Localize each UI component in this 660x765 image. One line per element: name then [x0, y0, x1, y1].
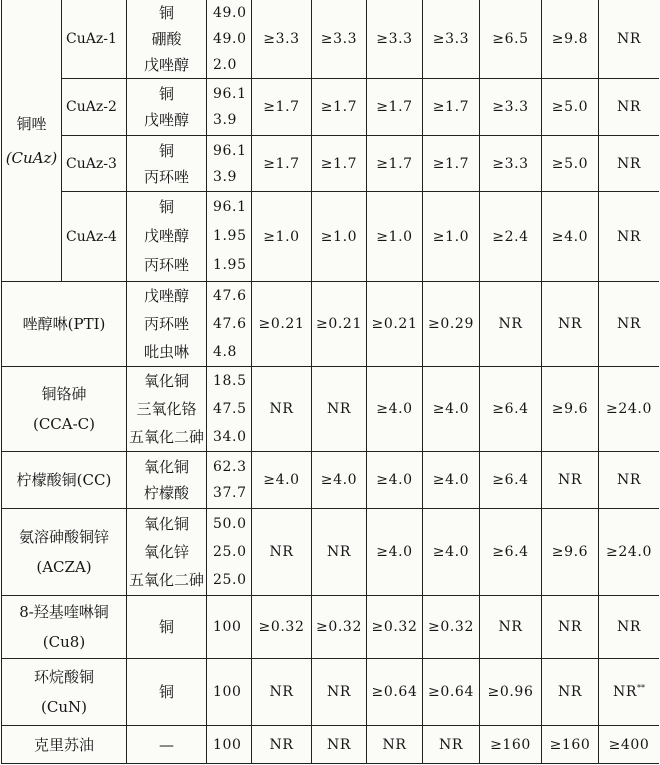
- retention-value: ≥3.3: [480, 79, 542, 136]
- retention-value: ≥1.7: [312, 79, 367, 136]
- retention-value: ≥0.21: [367, 282, 423, 367]
- retention-value: ≥1.0: [367, 192, 423, 282]
- component-cell: [127, 452, 207, 509]
- percent-value: 96.1: [213, 199, 247, 215]
- component-cell: [127, 282, 207, 367]
- preservative-abbr: (CCA-C): [32, 415, 96, 433]
- footnote-mark: **: [637, 683, 645, 693]
- component-name: 戊唑醇: [143, 56, 189, 74]
- component-name: 铜: [158, 141, 174, 160]
- preservative-name: 铜铬砷: [41, 385, 87, 403]
- retention-value: ≥1.0: [423, 192, 480, 282]
- preservative-abbr: (Cu8): [42, 633, 86, 651]
- retention-value: ≥6.5: [480, 0, 542, 79]
- table-row: [2, 282, 660, 367]
- component-name: 戊唑醇: [143, 287, 189, 305]
- table-row: [2, 596, 660, 659]
- component-cell: [127, 192, 207, 282]
- retention-value: ≥0.32: [252, 596, 312, 659]
- retention-value: ≥0.29: [423, 282, 480, 367]
- component-name: 丙环唑: [143, 315, 189, 333]
- preservative-name: 柠檬酸铜(CC): [16, 471, 112, 489]
- retention-value: ≥0.32: [312, 596, 367, 659]
- table-row: [2, 367, 660, 452]
- preservative-name: 克里苏油: [33, 735, 94, 754]
- component-name: 氧化铜: [143, 458, 189, 476]
- retention-value: NR: [542, 282, 599, 367]
- percent-value: 49.0: [213, 31, 247, 47]
- group-abbr: (CuAz): [5, 148, 58, 167]
- retention-value: ≥3.3: [312, 0, 367, 79]
- component-cell: [127, 136, 207, 192]
- retention-value: ≥9.8: [542, 0, 599, 79]
- percent-value: 49.0: [213, 5, 247, 21]
- retention-value: ≥0.21: [252, 282, 312, 367]
- component-name: 铜: [158, 683, 174, 701]
- retention-value: ≥9.6: [542, 509, 599, 596]
- percent-cell: [207, 282, 252, 367]
- percent-value: 1.95: [213, 257, 247, 273]
- retention-value: ≥24.0: [599, 509, 660, 596]
- percent-cell: [207, 0, 252, 79]
- retention-value: NR: [599, 192, 660, 282]
- percent-value: 4.8: [213, 344, 238, 360]
- retention-value: ≥6.4: [480, 509, 542, 596]
- group-cell-cuaz: [2, 0, 62, 282]
- component-name: 丙环唑: [143, 167, 189, 186]
- retention-value: ≥1.7: [423, 136, 480, 192]
- component-cell: [127, 509, 207, 596]
- retention-value: ≥0.64: [423, 659, 480, 726]
- component-name: 硼酸: [151, 30, 182, 48]
- retention-value: ≥3.3: [252, 0, 312, 79]
- component-cell: [127, 726, 207, 764]
- component-name: 三氧化铬: [136, 400, 197, 418]
- component-name: 丙环唑: [143, 256, 189, 274]
- preservative-name-cell: [2, 509, 127, 596]
- retention-value: ≥2.4: [480, 192, 542, 282]
- retention-value: NR: [312, 726, 367, 764]
- retention-value: ≥1.7: [252, 136, 312, 192]
- group-name: 铜唑: [16, 114, 47, 133]
- sub-name-cell: CuAz-2: [62, 79, 127, 136]
- percent-cell: [207, 79, 252, 136]
- retention-value: NR: [423, 726, 480, 764]
- retention-value: ≥3.3: [480, 136, 542, 192]
- retention-value-with-note: [599, 659, 660, 726]
- percent-value: 34.0: [213, 429, 247, 445]
- component-name: 铜: [158, 198, 174, 216]
- retention-value: ≥5.0: [542, 136, 599, 192]
- retention-value: NR: [599, 596, 660, 659]
- percent-value: 25.0: [213, 544, 247, 560]
- percent-cell: [207, 596, 252, 659]
- percent-value: 3.9: [213, 112, 238, 128]
- component-name: 氧化铜: [143, 372, 189, 390]
- preservative-name: 唑醇啉(PTI): [22, 315, 106, 333]
- retention-value: ≥4.0: [367, 452, 423, 509]
- retention-value: ≥160: [542, 726, 599, 764]
- retention-value: ≥0.96: [480, 659, 542, 726]
- retention-value: NR: [480, 596, 542, 659]
- retention-value: ≥9.6: [542, 367, 599, 452]
- retention-value: NR: [480, 282, 542, 367]
- percent-value: 3.9: [213, 168, 238, 185]
- table-row: [2, 192, 660, 282]
- retention-value: NR: [599, 79, 660, 136]
- percent-value: 37.7: [213, 485, 247, 501]
- component-name: 铜: [158, 4, 174, 22]
- table-row: [2, 659, 660, 726]
- retention-value: ≥0.64: [367, 659, 423, 726]
- preservative-name: 环烷酸铜: [33, 668, 94, 686]
- percent-value: 100: [213, 684, 242, 700]
- percent-value: 100: [213, 619, 242, 635]
- preservative-name-cell: [2, 452, 127, 509]
- table-row: [2, 79, 660, 136]
- percent-value: 100: [213, 736, 242, 753]
- percent-value: 62.3: [213, 459, 247, 475]
- retention-value: ≥24.0: [599, 367, 660, 452]
- component-name: —: [159, 735, 174, 754]
- component-name: 铜: [158, 85, 174, 103]
- component-cell: [127, 367, 207, 452]
- retention-value: ≥4.0: [542, 192, 599, 282]
- component-name: 氧化铜: [143, 515, 189, 533]
- preservative-name-cell: [2, 367, 127, 452]
- percent-cell: [207, 452, 252, 509]
- table-row: [2, 0, 660, 79]
- component-name: 柠檬酸: [143, 484, 189, 502]
- component-cell: [127, 596, 207, 659]
- percent-value: 2.0: [213, 57, 238, 73]
- retention-value: NR: [599, 0, 660, 79]
- retention-value: NR: [312, 367, 367, 452]
- retention-value: NR: [252, 659, 312, 726]
- percent-value: 47.6: [213, 288, 247, 304]
- retention-value: NR: [252, 367, 312, 452]
- percent-value: 1.95: [213, 228, 247, 244]
- retention-value: ≥4.0: [423, 509, 480, 596]
- retention-text: NR: [613, 684, 637, 700]
- retention-value: ≥160: [480, 726, 542, 764]
- retention-value: NR: [599, 282, 660, 367]
- percent-value: 96.1: [213, 142, 247, 159]
- component-name: 氧化锌: [143, 543, 189, 561]
- retention-value: NR: [599, 452, 660, 509]
- retention-value: ≥0.32: [423, 596, 480, 659]
- retention-value: ≥0.21: [312, 282, 367, 367]
- retention-value: ≥0.32: [367, 596, 423, 659]
- component-name: 吡虫啉: [143, 343, 189, 361]
- preservative-abbr: (ACZA): [36, 558, 92, 576]
- component-cell: [127, 0, 207, 79]
- sub-name-cell: CuAz-4: [62, 192, 127, 282]
- component-name: 戊唑醇: [143, 111, 189, 129]
- retention-value: ≥6.4: [480, 367, 542, 452]
- component-name: 五氧化二砷: [128, 428, 204, 446]
- component-name: 戊唑醇: [143, 227, 189, 245]
- retention-value: NR: [252, 509, 312, 596]
- table-row: [2, 136, 660, 192]
- component-cell: [127, 79, 207, 136]
- retention-value: ≥5.0: [542, 79, 599, 136]
- table-row: [2, 726, 660, 764]
- sub-name-cell: CuAz-3: [62, 136, 127, 192]
- retention-value: ≥1.7: [312, 136, 367, 192]
- retention-value: ≥1.7: [367, 79, 423, 136]
- retention-value: ≥4.0: [312, 452, 367, 509]
- retention-value: ≥3.3: [423, 0, 480, 79]
- percent-value: 47.6: [213, 316, 247, 332]
- retention-value: ≥1.7: [252, 79, 312, 136]
- preservative-name-cell: [2, 726, 127, 764]
- preservative-name-cell: [2, 659, 127, 726]
- percent-cell: [207, 367, 252, 452]
- retention-value: NR: [542, 596, 599, 659]
- percent-value: 25.0: [213, 572, 247, 588]
- table-row: [2, 452, 660, 509]
- retention-value: NR: [312, 659, 367, 726]
- percent-cell: [207, 659, 252, 726]
- retention-table: [1, 0, 659, 764]
- percent-cell: [207, 726, 252, 764]
- retention-value: ≥4.0: [423, 452, 480, 509]
- component-name: 五氧化二砷: [128, 571, 204, 589]
- document-sheet: [1, 0, 659, 765]
- retention-value: ≥1.7: [423, 79, 480, 136]
- retention-value: ≥1.7: [367, 136, 423, 192]
- retention-value: NR: [252, 726, 312, 764]
- percent-cell: [207, 136, 252, 192]
- sub-name-cell: CuAz-1: [62, 0, 127, 79]
- retention-value: NR: [367, 726, 423, 764]
- preservative-name-cell: [2, 596, 127, 659]
- retention-value: ≥1.0: [312, 192, 367, 282]
- retention-value: ≥4.0: [367, 367, 423, 452]
- percent-cell: [207, 509, 252, 596]
- retention-value: NR: [312, 509, 367, 596]
- retention-value: NR: [599, 136, 660, 192]
- preservative-name-cell: [2, 282, 127, 367]
- table-row: [2, 509, 660, 596]
- retention-value: ≥3.3: [367, 0, 423, 79]
- percent-value: 96.1: [213, 86, 247, 102]
- retention-value: ≥6.4: [480, 452, 542, 509]
- component-cell: [127, 659, 207, 726]
- percent-value: 18.5: [213, 373, 247, 389]
- percent-value: 50.0: [213, 516, 247, 532]
- percent-value: 47.5: [213, 401, 247, 417]
- retention-value: NR: [542, 659, 599, 726]
- retention-value: ≥4.0: [252, 452, 312, 509]
- preservative-name: 8-羟基喹啉铜: [19, 603, 109, 621]
- retention-value: ≥4.0: [367, 509, 423, 596]
- retention-value: ≥400: [599, 726, 660, 764]
- preservative-name: 氨溶砷酸铜锌: [18, 528, 109, 546]
- preservative-abbr: (CuN): [41, 698, 87, 716]
- retention-value: ≥1.0: [252, 192, 312, 282]
- retention-value: NR: [542, 452, 599, 509]
- retention-value: ≥4.0: [423, 367, 480, 452]
- percent-cell: [207, 192, 252, 282]
- component-name: 铜: [158, 618, 174, 636]
